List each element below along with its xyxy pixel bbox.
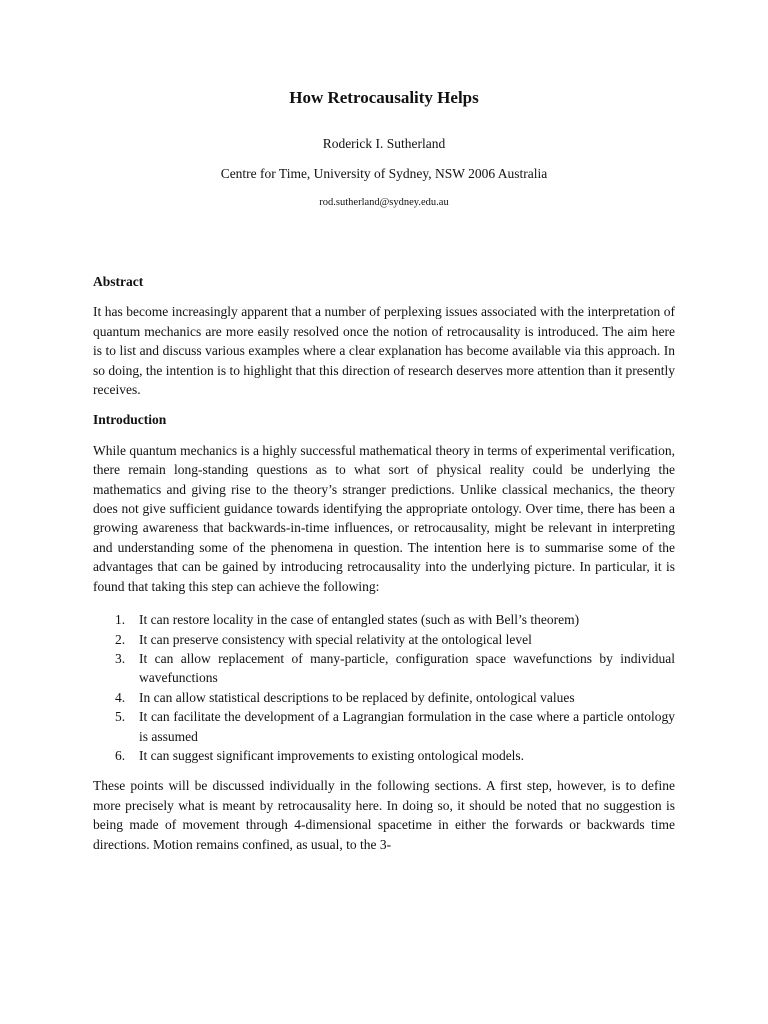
- list-item-text: It can facilitate the development of a Lagrangian formulation in the case where a particle ontology is assumed: [139, 709, 675, 744]
- list-item: [93, 649, 675, 688]
- list-item-number: 4.: [115, 689, 126, 705]
- list-item-text: It can restore locality in the case of entangled states (such as with Bell’s theorem): [139, 612, 580, 628]
- list-item: [93, 688, 675, 707]
- list-item-text: In can allow statistical descriptions to be replaced by definite, ontological values: [139, 689, 575, 705]
- list-item-text: It can allow replacement of many-particle, configuration space wavefunctions by individual wavefunctions: [139, 650, 675, 686]
- abstract-heading: Abstract: [93, 274, 144, 289]
- list-item-number: 3.: [115, 650, 126, 666]
- author-affiliation: Centre for Time, University of Sydney, NSW 2006 Australia: [220, 166, 548, 181]
- list-item: [93, 610, 675, 629]
- list-item-text: It can suggest significant improvements to existing ontological models.: [139, 747, 525, 763]
- abstract-text: It has become increasingly apparent that a number of perplexing issues associated with the interpretation of quantum mechanics are more easily resolved once the notion of retrocausality is introduced. The aim here is to list and discuss various examples where a clear explanation has become available via this approach. In so doing, the intention is to highlight that this direction of research deserves more attention than it presently receives.: [93, 304, 675, 398]
- author-name: Roderick I. Sutherland: [322, 136, 446, 151]
- list-item: [93, 746, 675, 765]
- list-item: [93, 707, 675, 746]
- introduction-heading: Introduction: [93, 412, 167, 428]
- advantages-list: [93, 610, 675, 765]
- list-item-number: 6.: [115, 747, 126, 763]
- list-item-text: It can preserve consistency with special relativity at the ontological level: [139, 631, 532, 647]
- list-item-number: 2.: [115, 631, 126, 647]
- introduction-paragraph-1: While quantum mechanics is a highly successful mathematical theory in terms of experimental verification, there remain long-standing questions as to what sort of physical reality could be underlying the mathematics and giving rise to the theory’s stranger predictions. Unlike classical mechanics, the theory does not give sufficient guidance towards identifying the appropriate ontology. Over time, there has been a growing awareness that backwards-in-time influences, or retrocausality, might be relevant in interpreting and understanding some of the phenomena in question. The intention here is to summarise some of the advantages that can be gained by introducing retrocausality into the underlying picture. In particular, it is found that taking this step can achieve the following:: [93, 442, 675, 594]
- list-item: [93, 630, 675, 649]
- list-item-number: 1.: [115, 612, 126, 628]
- introduction-paragraph-2: These points will be discussed individually in the following sections. A first step, however, is to define more precisely what is meant by retrocausality here. In doing so, it should be noted that no suggestion is being made of movement through 4-dimensional spacetime in either the forwards or backwards time directions. Motion remains confined, as usual, to the 3-: [93, 778, 675, 852]
- list-item-number: 5.: [115, 709, 126, 725]
- paper-title: How Retrocausality Helps: [289, 88, 479, 107]
- paper-body: [93, 272, 675, 865]
- author-email: rod.sutherland@sydney.edu.au: [319, 197, 449, 208]
